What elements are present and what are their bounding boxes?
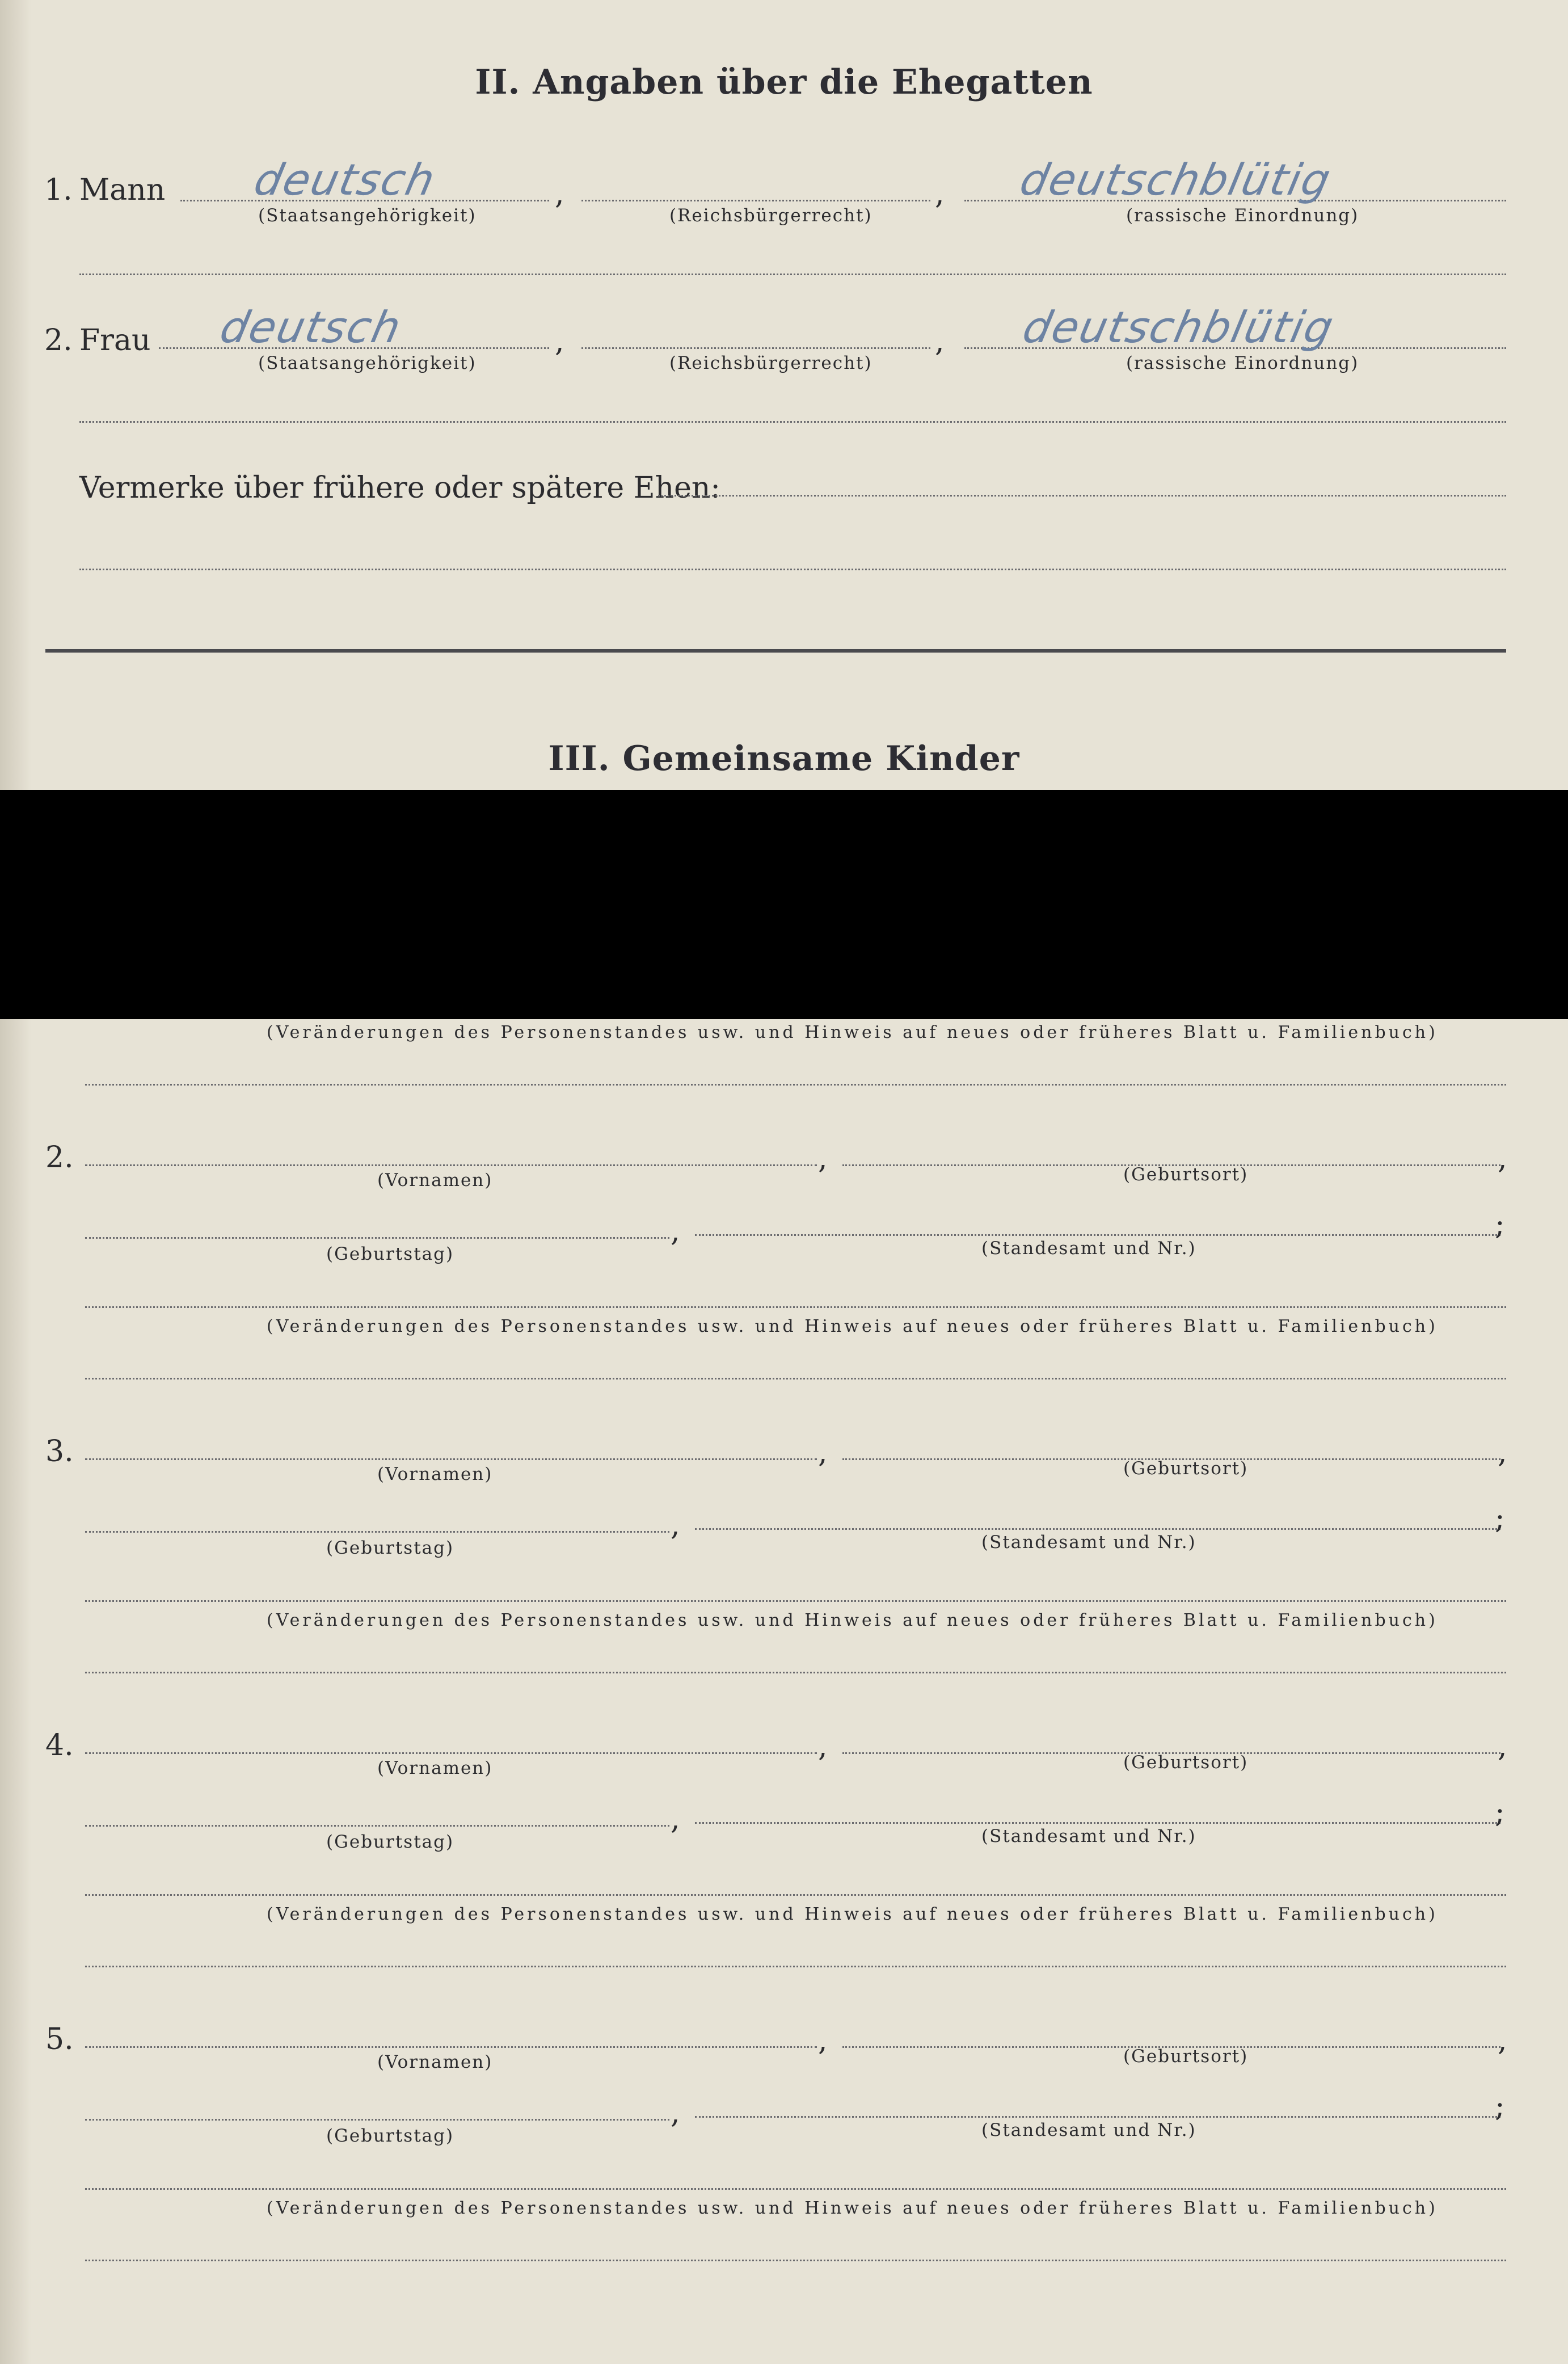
caption-geburtstag: (Geburtstag) [326,1832,454,1852]
wife-racial-value: deutschblütig [1018,302,1339,352]
section-2-title: II. Angaben über die Ehegatten [475,62,1093,102]
caption-geburtsort: (Geburtsort) [1123,2046,1249,2067]
child-number: 5. [45,2022,74,2056]
child-geburtstag-line[interactable] [85,2119,669,2121]
caption-changes: (Veränderungen des Personenstandes usw. und Hinweis auf neues oder früheres Blatt u. Familienbuch) [267,1023,1438,1042]
caption-changes: (Veränderungen des Personenstandes usw. und Hinweis auf neues oder früheres Blatt u. Familienbuch) [267,1904,1438,1924]
child-number: 4. [45,1728,74,1763]
notes-label: Vermerke über frühere oder spätere Ehen: [79,471,720,505]
caption-racial: (rassische Einordnung) [1126,205,1359,226]
caption-standesamt: (Standesamt und Nr.) [981,1532,1196,1553]
notes-line-2[interactable] [79,569,1506,570]
child-standesamt-line[interactable] [695,1822,1500,1824]
child-changes-line[interactable] [85,1966,1506,1967]
wife-number: 2. [44,323,73,357]
caption-geburtsort: (Geburtsort) [1123,1458,1249,1479]
child-vornamen-line[interactable] [85,1752,817,1754]
wife-citizenship-value: deutsch [216,302,406,352]
caption-changes: (Veränderungen des Personenstandes usw. und Hinweis auf neues oder früheres Blatt u. Familienbuch) [267,2198,1438,2218]
child-standesamt-line[interactable] [695,1528,1500,1530]
child-changes-line[interactable] [85,1378,1506,1379]
child-geburtstag-line[interactable] [85,1825,669,1827]
husband-number: 1. [44,173,73,207]
child-number: 2. [45,1141,74,1175]
caption-vornamen: (Vornamen) [377,1758,493,1778]
child-extra-line[interactable] [85,2188,1506,2190]
section-divider [45,649,1506,653]
child-extra-line[interactable] [85,1894,1506,1896]
child-vornamen-line[interactable] [85,2046,817,2048]
caption-vornamen: (Vornamen) [377,1170,493,1191]
child-standesamt-line[interactable] [695,2116,1500,2118]
wife-extra-line[interactable] [79,421,1506,423]
wife-label: Frau [79,323,151,357]
caption-reich: (Reichsbürgerrecht) [669,205,872,226]
caption-reich: (Reichsbürgerrecht) [669,353,872,373]
husband-citizenship-value: deutsch [250,154,440,205]
caption-citizenship: (Staatsangehörigkeit) [258,205,477,226]
child-changes-line[interactable] [85,1672,1506,1673]
caption-geburtstag: (Geburtstag) [326,2126,454,2146]
caption-geburtsort: (Geburtsort) [1123,1752,1249,1773]
child-extra-line[interactable] [85,1306,1506,1308]
notes-line-1[interactable] [658,495,1506,497]
child-vornamen-line[interactable] [85,1164,817,1166]
husband-label: Mann [79,173,166,207]
caption-geburtstag: (Geburtstag) [326,1244,454,1264]
caption-vornamen: (Vornamen) [377,2052,493,2072]
caption-racial: (rassische Einordnung) [1126,353,1359,373]
caption-geburtsort: (Geburtsort) [1123,1164,1249,1185]
husband-extra-line[interactable] [79,274,1506,275]
child-extra-line[interactable] [85,1600,1506,1602]
caption-standesamt: (Standesamt und Nr.) [981,2120,1196,2140]
wife-reich-line[interactable] [581,347,930,349]
redaction-bar [0,790,1568,1019]
caption-changes: (Veränderungen des Personenstandes usw. und Hinweis auf neues oder früheres Blatt u. Familienbuch) [267,1610,1438,1630]
caption-standesamt: (Standesamt und Nr.) [981,1826,1196,1846]
caption-geburtstag: (Geburtstag) [326,1538,454,1558]
child-geburtstag-line[interactable] [85,1531,669,1533]
section-3-title: III. Gemeinsame Kinder [548,739,1020,779]
caption-standesamt: (Standesamt und Nr.) [981,1238,1196,1259]
child-changes-line[interactable] [85,2260,1506,2261]
form-page: II. Angaben über die Ehegatten 1. Mann deutsch , , deutschblütig (Staatsangehörigkeit) (Reichsbürgerrecht) (rassische Einordnung) 2. Frau deutsch , , deutschblütig (Staatsangehörigkeit) (Reichsbürgerrecht) (rassische Einordnung) Vermerke über frühere oder spätere Ehen: III. Gemeinsame Kinder (Veränderungen des Personenstandes usw. und Hinweis auf neues oder früheres Blatt u. Familienbuch) 2. , , (Vornamen) (Geburtsort) , ; (Geburtstag) (Standesamt und Nr.) (Veränderungen des Personenstandes usw. und Hinweis auf neues oder früheres Blatt u. Familienbuch) 3. , , (Vornamen) (Geburtsort) , ; (Geburtstag) (Standesamt und Nr.) (Veränderungen des Personenstandes usw. und Hinweis auf neues oder früheres Blatt u. Familienbuch) 4. , , (Vornamen) (Geburtsort) , ; (Geburtstag) (Standesamt und Nr.) (Veränderungen des Personenstandes usw. und Hinweis auf neues oder früheres Blatt u. Familienbuch) 5. , , (Vornamen) (Geburtsort) , ; (Geburtstag) (Standesamt und Nr.) (Veränderungen des Personenstandes usw. und Hinweis auf neues oder früheres Blatt u. Familienbuch) [0,0,1568,2364]
page-edge-shadow [0,0,31,2364]
child-standesamt-line[interactable] [695,1234,1500,1236]
caption-citizenship: (Staatsangehörigkeit) [258,353,477,373]
child-vornamen-line[interactable] [85,1458,817,1460]
child-geburtstag-line[interactable] [85,1237,669,1239]
child-number: 3. [45,1435,74,1469]
husband-reich-line[interactable] [581,200,930,201]
caption-changes: (Veränderungen des Personenstandes usw. und Hinweis auf neues oder früheres Blatt u. Familienbuch) [267,1316,1438,1336]
child-1-changes-line[interactable] [85,1084,1506,1086]
husband-racial-value: deutschblütig [1015,154,1336,205]
caption-vornamen: (Vornamen) [377,1464,493,1484]
